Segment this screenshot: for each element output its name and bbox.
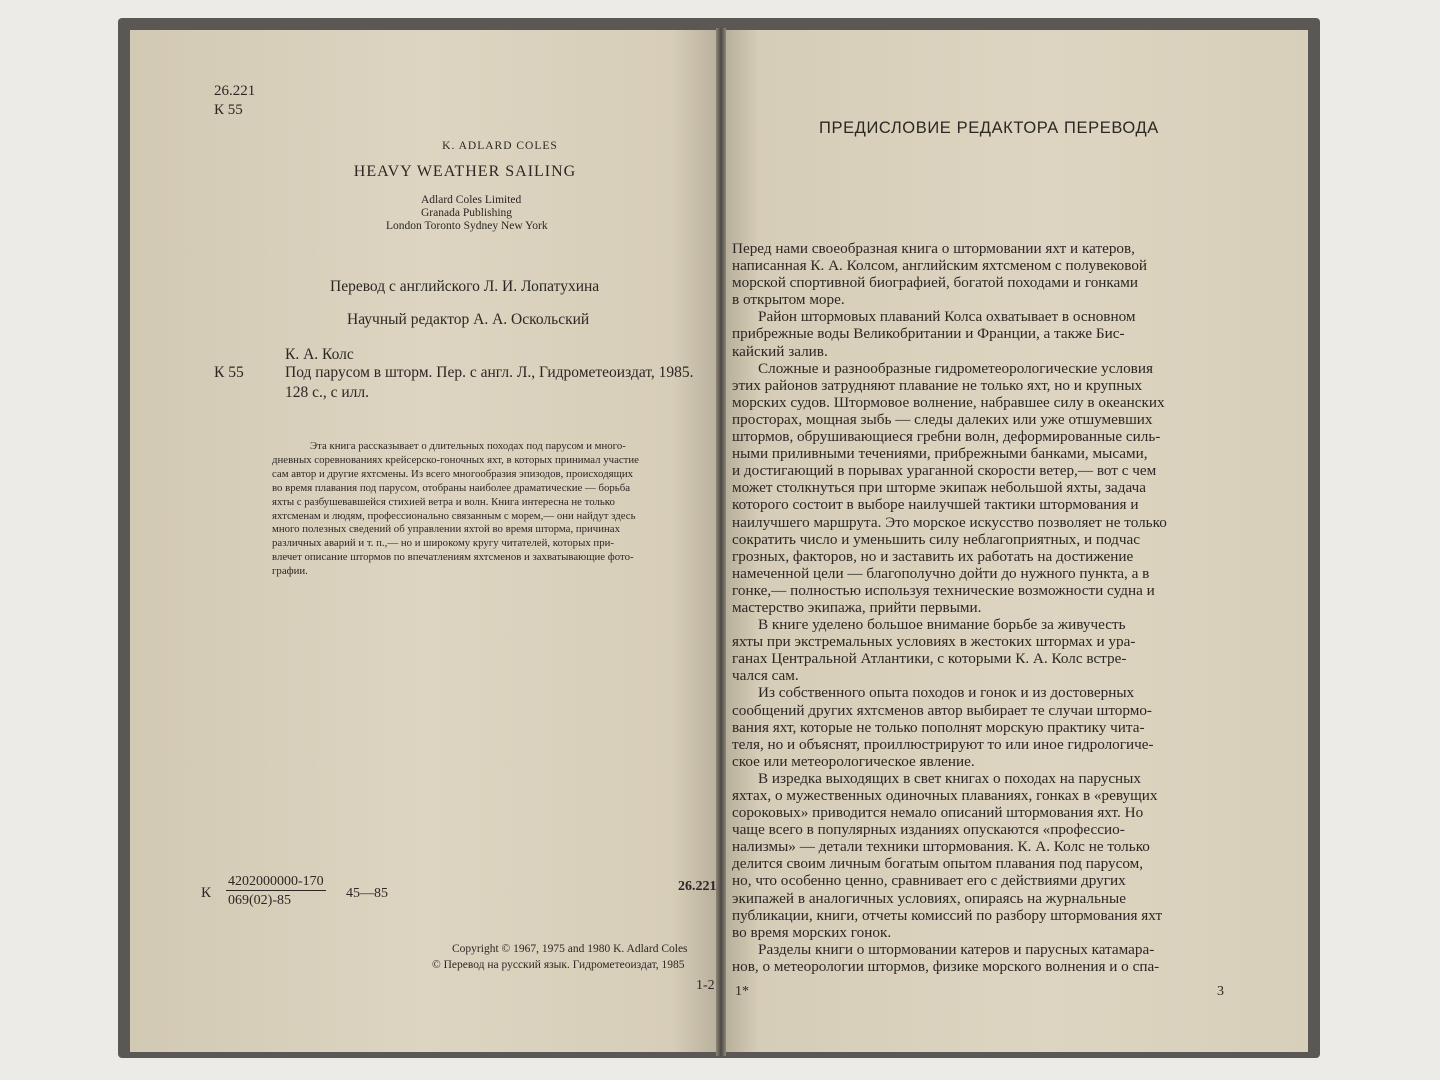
annotation-line: различных аварий и т. п.,— но и широкому кругу читателей, которых при- [272,537,614,550]
preface-line: сообщений других яхтсменов автор выбирает те случаи штормо- [732,701,1152,719]
preface-line: ское или метеорологическое явление. [732,752,975,770]
preface-body [732,240,1232,975]
preface-line: Сложные и разнообразные гидрометеорологические условия [758,359,1153,377]
annotation-line: много полезных сведений об управлении яхтой во время шторма, причинах [272,523,620,536]
annotation-text [272,440,712,579]
preface-line: грозных, факторов, но и заставить их работать на достижение [732,547,1134,565]
bibliographic-line-2: 128 с., с илл. [285,384,370,401]
preface-line: Из собственного опыта походов и гонок и из достоверных [758,684,1135,702]
preface-line: делится своим личным богатым опытом плавания под парусом, [732,855,1144,873]
bibliographic-line-1: Под парусом в шторм. Пер. с англ. Л., Гидрометеоиздат, 1985. [285,364,694,381]
signature-mark: 1* [735,984,749,999]
preface-line: чался сам. [732,667,799,685]
annotation-line: яхты с разбушевавшейся стихией ветра и волн. Книга интересна не только [272,495,615,508]
annotation-line: сам автор и другие яхтсмены. Из всего многообразия эпизодов, происходящих [272,467,634,480]
preface-line: нов, о метеорологии штормов, физике морского волнения и о спа- [732,957,1160,975]
preface-line: сократить число и уменьшить силу неблагоприятных, и подчас [732,530,1141,548]
fraction-denominator: 069(02)-85 [228,893,291,908]
classification-code: 26.221 [214,83,256,99]
title-en: HEAVY WEATHER SAILING [353,163,577,180]
annotation-line: влечет описание штормов по впечатлениям яхтсменов и захватывающие фото- [272,551,634,564]
index-letter: К [201,885,212,901]
preface-line: теля, но и объяснят, проиллюстрируют то или иное гидрологиче- [732,735,1154,753]
preface-line: вания яхт, которые не только пополнят морскую практику чита- [732,718,1145,736]
preface-line: чаще всего в популярных изданиях опускаются «профессио- [732,821,1125,839]
preface-line: наилучшего маршрута. Это морское искусство позволяет не только [732,513,1167,531]
author-mark: К 55 [214,102,243,118]
preface-line: яхтах, о мужественных одиночных плаваниях, гонках в «ревущих [732,787,1158,804]
fraction-numerator: 4202000000-170 [228,874,324,889]
annotation-line: дневных соревнованиях крейсерско-гоночных яхт, в которых принимал участие [272,453,639,466]
publisher-line-2: Granada Publishing [421,207,513,219]
preface-line: намеченной цели — благополучно дойти до нужного пункта, а в [732,564,1150,582]
publisher-line-3: London Toronto Sydney New York [386,220,548,232]
preface-line: которого состоит в выборе наилучшей тактики штормования и [732,496,1139,514]
index-fraction [226,874,326,909]
preface-line: нализмы» — детали техники штормования. К. А. Колс не только [732,838,1150,856]
preface-line: кайский залив. [732,342,828,360]
preface-line: и достигающий в порывах ураганной скорости ветер,— вот с чем [732,462,1157,480]
preface-line: экипажей в аналогичных условиях, опираясь на журнальные [732,889,1126,907]
preface-line: яхты при экстремальных условиях в жестоких штормах и ура- [732,633,1136,651]
preface-line: прибрежные воды Великобритании и Франции, а также Бис- [732,325,1125,343]
preface-line: Перед нами своеобразная книга о штормовании яхт и катеров, [732,240,1135,257]
preface-line: но, что особенно ценно, сравнивает его с действиями других [732,872,1126,890]
publisher-line-1: Adlard Coles Limited [421,194,522,206]
book-spine-gutter [716,28,726,1056]
preface-line: может столкнуться при шторме экипаж небольшой яхты, задача [732,479,1147,497]
preface-line: мастерство экипажа, прийти первыми. [732,598,982,616]
bottom-class-code: 26.221 [678,879,717,894]
side-mark: К 55 [214,364,244,381]
preface-line: гонке,— полностью используя технические возможности судна и [732,581,1155,599]
author-en: K. ADLARD COLES [442,140,558,152]
preface-heading: ПРЕДИСЛОВИЕ РЕДАКТОРА ПЕРЕВОДА [819,119,1159,137]
preface-line: написанная К. А. Колсом, английским яхтсменом с полувековой [732,257,1148,275]
preface-line: морской спортивной биографией, богатой походами и гонками [732,274,1139,292]
preface-line: штормов, обрушивающиеся гребни волн, деформированные силь- [732,428,1161,446]
annotation-line: Эта книга рассказывает о длительных походах под парусом и много- [310,440,626,452]
preface-line: В изредка выходящих в свет книгах о походах на парусных [758,769,1141,787]
preface-line: во время морских гонок. [732,923,892,941]
signature-mark-left: 1-2 [696,978,715,993]
copyright-line-2: © Перевод на русский язык. Гидрометеоиздат, 1985 [432,959,685,971]
preface-line: ганах Центральной Атлантики, с которыми К. А. Колс встре- [732,650,1127,668]
translator-credit: Перевод с английского Л. И. Лопатухина [330,278,600,295]
index-tail: 45—85 [346,886,388,901]
author-ru: К. А. Колс [285,346,354,363]
copyright-line-1: Copyright © 1967, 1975 and 1980 K. Adlard Coles [452,943,688,955]
page-number: 3 [1217,984,1224,999]
preface-line: в открытом море. [732,291,845,309]
preface-line: ными приливными течениями, прибрежными банками, мысами, [732,445,1148,463]
preface-line: публикации, книги, отчеты комиссий по разбору штормования яхт [732,906,1163,924]
preface-line: В книге уделено большое внимание борьбе за живучесть [758,616,1126,634]
preface-line: этих районов затрудняют плавание не только яхт, но и крупных [732,376,1143,394]
preface-line: Район штормовых плаваний Колса охватывает в основном [758,308,1136,326]
annotation-line: яхтсменам и людям, профессионально связанным с морем,— они найдут здесь [272,509,636,522]
annotation-line: во время плавания под парусом, отобраны наиболее драматические — борьба [272,481,630,494]
preface-line: морских судов. Штормовое волнение, набравшее силу в океанских [732,393,1165,411]
scientific-editor-credit: Научный редактор А. А. Оскольский [347,311,590,328]
preface-line: просторах, мощная зыбь — следы далеких или уже отшумевших [732,410,1153,428]
preface-line: сороковых» приводится немало описаний штормования яхт. Но [732,804,1144,822]
preface-line: Разделы книги о штормовании катеров и парусных катамара- [758,940,1155,958]
annotation-line: графии. [272,565,308,578]
